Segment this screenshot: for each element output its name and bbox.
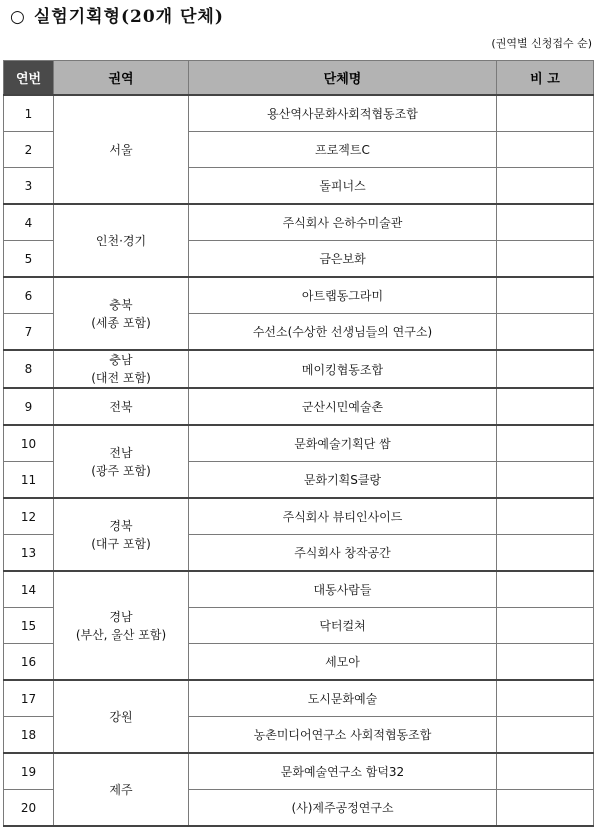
region-label: 경북 <box>109 518 133 533</box>
region-label: 제주 <box>109 782 133 797</box>
header-organization: 단체명 <box>189 61 497 96</box>
title-bullet: ○ <box>10 7 26 27</box>
header-row <box>4 61 594 96</box>
organization-table <box>3 60 594 827</box>
organization-name: 메이킹협동조합 <box>189 350 497 388</box>
region-cell <box>54 204 189 277</box>
organization-name: 주식회사 은하수미술관 <box>189 204 497 241</box>
organization-name: 문화예술연구소 함덕32 <box>189 753 497 790</box>
table-row <box>4 95 594 132</box>
title-text: 실험기획형(20개 단체) <box>33 7 224 27</box>
remark-cell <box>497 535 594 572</box>
organization-name: 세모아 <box>189 644 497 681</box>
region-cell <box>54 425 189 498</box>
table-row <box>4 388 594 425</box>
region-cell <box>54 350 189 388</box>
row-number: 12 <box>4 498 54 535</box>
organization-name: 돌피너스 <box>189 168 497 205</box>
remark-cell <box>497 608 594 644</box>
remark-cell <box>497 571 594 608</box>
row-number: 10 <box>4 425 54 462</box>
remark-cell <box>497 680 594 717</box>
organization-name: (사)제주공정연구소 <box>189 790 497 827</box>
row-number: 18 <box>4 717 54 754</box>
row-number: 13 <box>4 535 54 572</box>
region-label: (대구 포함) <box>91 536 151 551</box>
row-number: 5 <box>4 241 54 278</box>
remark-cell <box>497 462 594 499</box>
region-cell <box>54 680 189 753</box>
remark-cell <box>497 241 594 278</box>
organization-name: 수선소(수상한 선생님들의 연구소) <box>189 314 497 351</box>
region-cell <box>54 277 189 350</box>
table-row <box>4 204 594 241</box>
remark-cell <box>497 168 594 205</box>
region-cell <box>54 498 189 571</box>
region-label: (광주 포함) <box>91 463 151 478</box>
remark-cell <box>497 204 594 241</box>
row-number: 2 <box>4 132 54 168</box>
region-cell <box>54 388 189 425</box>
region-cell <box>54 753 189 826</box>
organization-name: 문화기획S클랑 <box>189 462 497 499</box>
remark-cell <box>497 314 594 351</box>
remark-cell <box>497 425 594 462</box>
organization-name: 금은보화 <box>189 241 497 278</box>
page-title <box>10 2 224 27</box>
remark-cell <box>497 717 594 754</box>
table-row <box>4 498 594 535</box>
table-row <box>4 350 594 388</box>
row-number: 19 <box>4 753 54 790</box>
remark-cell <box>497 350 594 388</box>
organization-name: 주식회사 뷰티인사이드 <box>189 498 497 535</box>
organization-name: 대동사람들 <box>189 571 497 608</box>
remark-cell <box>497 644 594 681</box>
row-number: 15 <box>4 608 54 644</box>
table-row <box>4 753 594 790</box>
header-number: 연번 <box>4 61 54 96</box>
row-number: 11 <box>4 462 54 499</box>
organization-name: 용산역사문화사회적협동조합 <box>189 95 497 132</box>
row-number: 17 <box>4 680 54 717</box>
region-cell <box>54 95 189 204</box>
remark-cell <box>497 498 594 535</box>
organization-name: 닥터컬쳐 <box>189 608 497 644</box>
row-number: 16 <box>4 644 54 681</box>
region-label: (대전 포함) <box>91 371 151 385</box>
row-number: 7 <box>4 314 54 351</box>
table-row <box>4 680 594 717</box>
organization-name: 군산시민예술촌 <box>189 388 497 425</box>
table-body <box>4 95 594 826</box>
region-label: 강원 <box>109 709 133 724</box>
row-number: 6 <box>4 277 54 314</box>
remark-cell <box>497 277 594 314</box>
table-row <box>4 425 594 462</box>
row-number: 14 <box>4 571 54 608</box>
organization-name: 프로젝트C <box>189 132 497 168</box>
remark-cell <box>497 388 594 425</box>
sort-note: (권역별 신청접수 순) <box>491 37 592 50</box>
table-row <box>4 571 594 608</box>
remark-cell <box>497 790 594 827</box>
region-cell <box>54 571 189 680</box>
table-row <box>4 277 594 314</box>
remark-cell <box>497 753 594 790</box>
region-label: 경남 <box>109 609 133 624</box>
header-region: 권역 <box>54 61 189 96</box>
region-label: 전북 <box>109 399 133 414</box>
header-remark: 비 고 <box>497 61 594 96</box>
region-label: (세종 포함) <box>91 315 151 330</box>
row-number: 8 <box>4 350 54 388</box>
row-number: 20 <box>4 790 54 827</box>
region-label: 전남 <box>109 445 133 460</box>
organization-name: 도시문화예술 <box>189 680 497 717</box>
region-label: (부산, 울산 포함) <box>75 627 167 642</box>
remark-cell <box>497 132 594 168</box>
region-label: 인천·경기 <box>95 233 147 248</box>
remark-cell <box>497 95 594 132</box>
organization-name: 주식회사 창작공간 <box>189 535 497 572</box>
region-label: 충북 <box>109 297 133 312</box>
row-number: 9 <box>4 388 54 425</box>
row-number: 3 <box>4 168 54 205</box>
organization-name: 아트랩동그라미 <box>189 277 497 314</box>
region-label: 서울 <box>109 142 133 157</box>
row-number: 4 <box>4 204 54 241</box>
region-label: 충남 <box>109 353 133 367</box>
organization-name: 농촌미디어연구소 사회적협동조합 <box>189 717 497 754</box>
organization-name: 문화예술기획단 쌈 <box>189 425 497 462</box>
row-number: 1 <box>4 95 54 132</box>
